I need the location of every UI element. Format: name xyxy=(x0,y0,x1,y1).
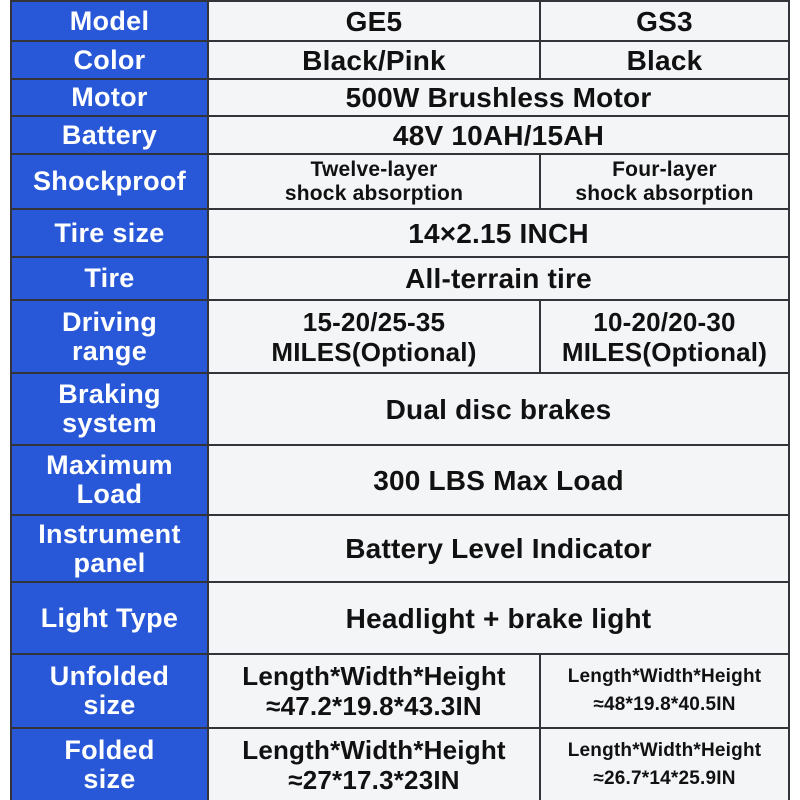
row-label-unfolded-size xyxy=(11,654,208,728)
table-row-braking-system xyxy=(11,373,789,445)
folded-size-ge5-cell xyxy=(208,728,540,800)
table-row-tire-size xyxy=(11,209,789,257)
label-text: Instrument xyxy=(38,518,181,549)
value-text: Length*Width*Height xyxy=(242,661,506,691)
label-text: Braking xyxy=(58,379,161,409)
table-row-light-type xyxy=(11,582,789,654)
value-text: 300 LBS Max Load xyxy=(373,464,624,496)
table-row-driving-range xyxy=(11,300,789,373)
row-label-folded-size xyxy=(11,728,208,800)
table-row-folded-size xyxy=(11,728,789,800)
tire-value-cell xyxy=(208,257,789,300)
label-text: size xyxy=(83,763,136,794)
value-text: Four-layer xyxy=(612,157,717,181)
color-ge5-cell xyxy=(208,41,540,79)
row-label-tire xyxy=(11,257,208,300)
table-row-motor xyxy=(11,79,789,116)
table-row-maximum-load xyxy=(11,445,789,515)
model-gs3-cell xyxy=(540,1,789,41)
row-label-instrument-panel xyxy=(11,515,208,582)
value-text: All-terrain tire xyxy=(405,263,592,294)
light-type-value-cell xyxy=(208,582,789,654)
value-text: Black xyxy=(626,44,703,76)
value-text: Headlight + brake light xyxy=(345,602,652,634)
value-text: 500W Brushless Motor xyxy=(345,82,652,113)
label-text: Driving xyxy=(61,306,158,337)
label-text: Light Type xyxy=(40,602,179,633)
shockproof-ge5-cell xyxy=(208,154,540,209)
label-text: Maximum xyxy=(46,450,173,480)
row-label-battery xyxy=(11,116,208,154)
row-label-model xyxy=(11,1,208,41)
table-row-shockproof xyxy=(11,154,789,209)
label-text: Shockproof xyxy=(32,166,186,196)
table-row-model xyxy=(11,1,789,41)
value-text: Battery Level Indicator xyxy=(345,533,652,564)
row-label-motor xyxy=(11,79,208,116)
value-text: Length*Width*Height xyxy=(567,666,762,687)
motor-value-cell xyxy=(208,79,789,116)
label-text: Unfolded xyxy=(49,661,170,691)
label-text: Motor xyxy=(71,82,148,112)
value-text: 48V 10AH/15AH xyxy=(392,119,605,151)
value-text: 10-20/20-30 xyxy=(593,306,736,337)
value-text: Length*Width*Height xyxy=(242,734,506,765)
row-label-braking-system xyxy=(11,373,208,445)
braking-system-value-cell xyxy=(208,373,789,445)
value-text: ≈48*19.8*40.5IN xyxy=(593,694,736,715)
value-text: Black/Pink xyxy=(302,44,446,76)
driving-range-ge5-cell xyxy=(208,300,540,373)
driving-range-gs3-cell xyxy=(540,300,789,373)
color-gs3-cell xyxy=(540,41,789,79)
label-text: system xyxy=(62,408,157,438)
row-label-driving-range xyxy=(11,300,208,373)
label-text: size xyxy=(83,690,136,720)
value-text: shock absorption xyxy=(575,181,754,205)
row-label-shockproof xyxy=(11,154,208,209)
row-label-tire-size xyxy=(11,209,208,257)
battery-value-cell xyxy=(208,116,789,154)
tire-size-value-cell xyxy=(208,209,789,257)
label-text: Tire size xyxy=(54,217,165,248)
value-text: MILES(Optional) xyxy=(561,336,768,367)
label-text: Battery xyxy=(61,119,158,150)
value-text: shock absorption xyxy=(284,181,464,205)
value-text: 14×2.15 INCH xyxy=(408,217,589,249)
table-row-instrument-panel xyxy=(11,515,789,582)
unfolded-size-ge5-cell xyxy=(208,654,540,728)
label-text: range xyxy=(71,335,148,366)
value-text: Dual disc brakes xyxy=(385,393,612,425)
value-text: GS3 xyxy=(636,5,693,37)
label-text: Tire xyxy=(84,263,135,293)
row-label-maximum-load xyxy=(11,445,208,515)
label-text: Folded xyxy=(64,734,155,765)
label-text: Load xyxy=(76,479,143,509)
row-label-color xyxy=(11,41,208,79)
spec-comparison-table xyxy=(10,0,790,800)
table-row-unfolded-size xyxy=(11,654,789,728)
row-label-light-type xyxy=(11,582,208,654)
model-ge5-cell xyxy=(208,1,540,41)
maximum-load-value-cell xyxy=(208,445,789,515)
instrument-panel-value-cell xyxy=(208,515,789,582)
label-text: panel xyxy=(73,547,146,578)
value-text: ≈26.7*14*25.9IN xyxy=(593,767,736,789)
unfolded-size-gs3-cell xyxy=(540,654,789,728)
value-text: Length*Width*Height xyxy=(567,739,762,761)
folded-size-gs3-cell xyxy=(540,728,789,800)
value-text: ≈47.2*19.8*43.3IN xyxy=(266,691,482,721)
value-text: GE5 xyxy=(345,5,403,37)
value-text: Twelve-layer xyxy=(310,157,438,181)
label-text: Model xyxy=(69,5,150,36)
shockproof-gs3-cell xyxy=(540,154,789,209)
value-text: MILES(Optional) xyxy=(271,336,477,367)
value-text: ≈27*17.3*23IN xyxy=(288,764,460,795)
value-text: 15-20/25-35 xyxy=(302,306,446,337)
table-row-color xyxy=(11,41,789,79)
table-row-tire xyxy=(11,257,789,300)
label-text: Color xyxy=(73,44,146,75)
table-row-battery xyxy=(11,116,789,154)
